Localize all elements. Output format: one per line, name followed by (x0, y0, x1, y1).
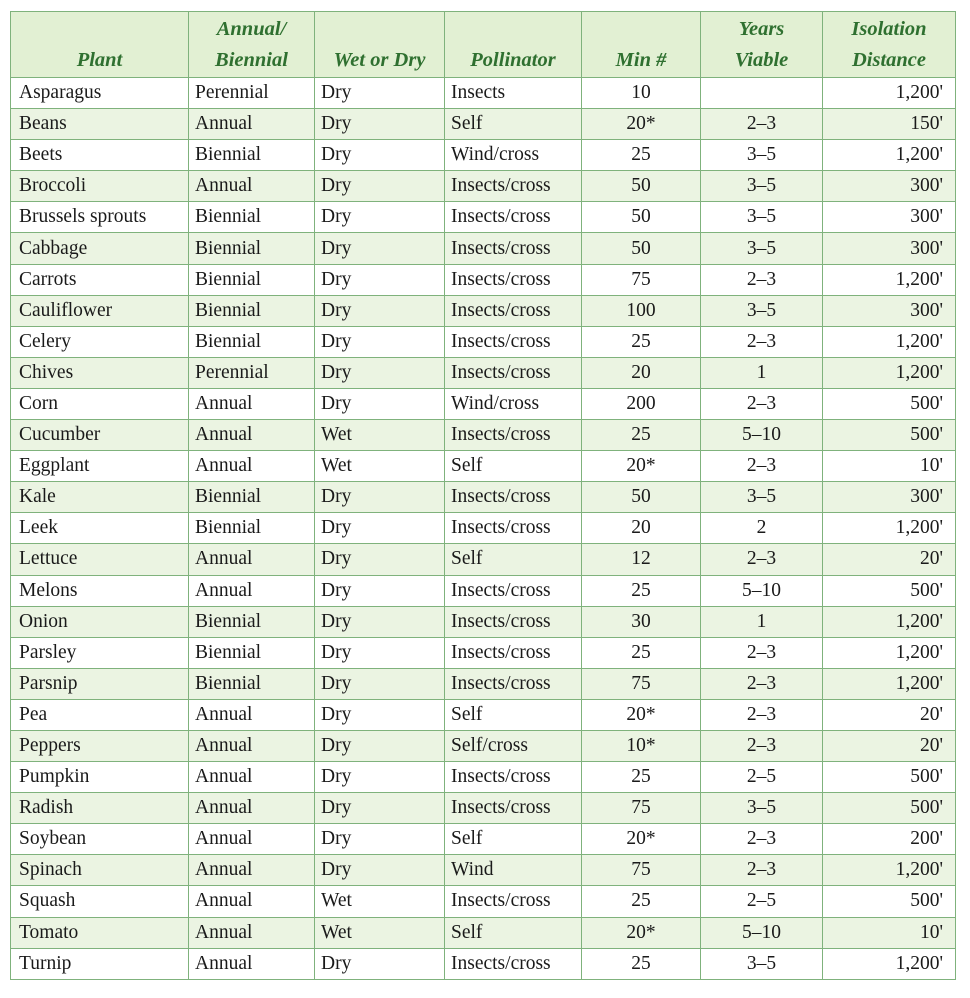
cell-years-viable: 3–5 (701, 948, 823, 979)
cell-plant: Beans (11, 109, 189, 140)
cell-pollinator: Insects/cross (445, 668, 582, 699)
cell-years-viable: 2 (701, 513, 823, 544)
cell-wet-or-dry: Wet (315, 886, 445, 917)
table-row (11, 420, 956, 451)
cell-annual-biennial: Annual (189, 109, 315, 140)
cell-annual-biennial: Biennial (189, 202, 315, 233)
cell-pollinator: Insects/cross (445, 233, 582, 264)
cell-annual-biennial: Annual (189, 855, 315, 886)
cell-min: 25 (582, 420, 701, 451)
cell-pollinator: Insects/cross (445, 357, 582, 388)
table-row (11, 233, 956, 264)
cell-years-viable: 2–3 (701, 699, 823, 730)
cell-pollinator: Wind/cross (445, 140, 582, 171)
cell-min: 20* (582, 451, 701, 482)
cell-annual-biennial: Biennial (189, 637, 315, 668)
table-row (11, 171, 956, 202)
header-years-line1: Years (738, 18, 785, 40)
cell-isolation-distance: 1,200' (823, 78, 956, 109)
cell-isolation-distance: 300' (823, 171, 956, 202)
cell-pollinator: Insects/cross (445, 575, 582, 606)
table-row (11, 730, 956, 761)
cell-years-viable: 5–10 (701, 917, 823, 948)
cell-plant: Cauliflower (11, 295, 189, 326)
cell-years-viable: 2–3 (701, 637, 823, 668)
cell-pollinator: Wind/cross (445, 388, 582, 419)
cell-isolation-distance: 1,200' (823, 855, 956, 886)
cell-pollinator: Insects/cross (445, 793, 582, 824)
cell-annual-biennial: Perennial (189, 78, 315, 109)
cell-pollinator: Self (445, 544, 582, 575)
table-row (11, 388, 956, 419)
cell-plant: Pumpkin (11, 762, 189, 793)
cell-pollinator: Insects/cross (445, 637, 582, 668)
cell-min: 50 (582, 171, 701, 202)
cell-annual-biennial: Annual (189, 388, 315, 419)
cell-plant: Kale (11, 482, 189, 513)
cell-isolation-distance: 150' (823, 109, 956, 140)
cell-plant: Cucumber (11, 420, 189, 451)
table-header (11, 12, 956, 78)
header-wet-or-dry-label: Wet or Dry (333, 49, 426, 71)
cell-plant: Broccoli (11, 171, 189, 202)
cell-pollinator: Insects/cross (445, 886, 582, 917)
cell-annual-biennial: Annual (189, 420, 315, 451)
cell-min: 25 (582, 886, 701, 917)
header-isolation-distance (823, 12, 956, 78)
cell-pollinator: Self (445, 451, 582, 482)
cell-annual-biennial: Biennial (189, 668, 315, 699)
cell-isolation-distance: 1,200' (823, 357, 956, 388)
cell-min: 12 (582, 544, 701, 575)
cell-pollinator: Insects/cross (445, 513, 582, 544)
cell-plant: Soybean (11, 824, 189, 855)
cell-isolation-distance: 1,200' (823, 140, 956, 171)
cell-wet-or-dry: Wet (315, 451, 445, 482)
cell-min: 75 (582, 855, 701, 886)
cell-pollinator: Self/cross (445, 730, 582, 761)
cell-min: 20* (582, 699, 701, 730)
cell-wet-or-dry: Wet (315, 420, 445, 451)
cell-wet-or-dry: Dry (315, 233, 445, 264)
cell-isolation-distance: 1,200' (823, 326, 956, 357)
cell-annual-biennial: Annual (189, 544, 315, 575)
cell-plant: Celery (11, 326, 189, 357)
cell-wet-or-dry: Dry (315, 326, 445, 357)
cell-min: 20 (582, 513, 701, 544)
table-row (11, 606, 956, 637)
cell-isolation-distance: 300' (823, 202, 956, 233)
cell-wet-or-dry: Dry (315, 109, 445, 140)
cell-isolation-distance: 20' (823, 544, 956, 575)
cell-plant: Peppers (11, 730, 189, 761)
cell-isolation-distance: 1,200' (823, 606, 956, 637)
cell-annual-biennial: Annual (189, 917, 315, 948)
cell-plant: Radish (11, 793, 189, 824)
cell-isolation-distance: 10' (823, 917, 956, 948)
table-row (11, 762, 956, 793)
cell-annual-biennial: Annual (189, 824, 315, 855)
cell-isolation-distance: 500' (823, 575, 956, 606)
cell-years-viable: 3–5 (701, 171, 823, 202)
cell-years-viable: 1 (701, 606, 823, 637)
cell-years-viable: 1 (701, 357, 823, 388)
cell-isolation-distance: 1,200' (823, 637, 956, 668)
cell-isolation-distance: 500' (823, 388, 956, 419)
table-row (11, 451, 956, 482)
header-min (582, 12, 701, 78)
cell-pollinator: Insects/cross (445, 171, 582, 202)
cell-plant: Melons (11, 575, 189, 606)
cell-annual-biennial: Biennial (189, 326, 315, 357)
cell-wet-or-dry: Dry (315, 202, 445, 233)
cell-annual-biennial: Annual (189, 451, 315, 482)
cell-years-viable: 2–3 (701, 451, 823, 482)
cell-wet-or-dry: Dry (315, 140, 445, 171)
table-row (11, 78, 956, 109)
cell-wet-or-dry: Dry (315, 606, 445, 637)
header-pollinator (445, 12, 582, 78)
table-row (11, 668, 956, 699)
cell-years-viable: 2–3 (701, 824, 823, 855)
header-isolation-line2: Distance (851, 49, 927, 71)
cell-isolation-distance: 500' (823, 762, 956, 793)
cell-isolation-distance: 500' (823, 793, 956, 824)
cell-wet-or-dry: Dry (315, 482, 445, 513)
cell-min: 25 (582, 326, 701, 357)
cell-min: 25 (582, 948, 701, 979)
cell-min: 25 (582, 637, 701, 668)
cell-annual-biennial: Biennial (189, 140, 315, 171)
cell-min: 75 (582, 793, 701, 824)
cell-years-viable: 3–5 (701, 793, 823, 824)
cell-pollinator: Insects/cross (445, 420, 582, 451)
cell-min: 75 (582, 264, 701, 295)
cell-annual-biennial: Biennial (189, 513, 315, 544)
cell-wet-or-dry: Dry (315, 730, 445, 761)
cell-min: 20* (582, 917, 701, 948)
header-annual-biennial (189, 12, 315, 78)
cell-annual-biennial: Biennial (189, 482, 315, 513)
cell-years-viable: 2–3 (701, 730, 823, 761)
cell-isolation-distance: 20' (823, 730, 956, 761)
cell-years-viable: 2–3 (701, 264, 823, 295)
cell-annual-biennial: Annual (189, 575, 315, 606)
cell-isolation-distance: 10' (823, 451, 956, 482)
cell-years-viable: 2–3 (701, 668, 823, 699)
table-row (11, 357, 956, 388)
cell-pollinator: Insects/cross (445, 762, 582, 793)
cell-annual-biennial: Annual (189, 948, 315, 979)
cell-wet-or-dry: Dry (315, 948, 445, 979)
cell-pollinator: Self (445, 824, 582, 855)
cell-plant: Leek (11, 513, 189, 544)
table-row (11, 575, 956, 606)
header-pollinator-label: Pollinator (470, 49, 556, 71)
cell-min: 20 (582, 357, 701, 388)
table-row (11, 295, 956, 326)
cell-plant: Tomato (11, 917, 189, 948)
cell-years-viable: 2–3 (701, 855, 823, 886)
cell-isolation-distance: 20' (823, 699, 956, 730)
cell-isolation-distance: 1,200' (823, 513, 956, 544)
cell-pollinator: Self (445, 109, 582, 140)
header-min-label: Min # (615, 49, 667, 71)
cell-pollinator: Self (445, 699, 582, 730)
cell-annual-biennial: Perennial (189, 357, 315, 388)
cell-wet-or-dry: Dry (315, 357, 445, 388)
cell-wet-or-dry: Dry (315, 855, 445, 886)
cell-plant: Squash (11, 886, 189, 917)
cell-isolation-distance: 500' (823, 886, 956, 917)
cell-annual-biennial: Biennial (189, 606, 315, 637)
header-annual-line1: Annual/ (216, 18, 287, 40)
table-row (11, 140, 956, 171)
cell-min: 30 (582, 606, 701, 637)
cell-plant: Parsnip (11, 668, 189, 699)
cell-isolation-distance: 200' (823, 824, 956, 855)
cell-pollinator: Self (445, 917, 582, 948)
seed-saving-table-container (10, 11, 955, 987)
cell-years-viable: 3–5 (701, 295, 823, 326)
cell-plant: Carrots (11, 264, 189, 295)
cell-min: 25 (582, 140, 701, 171)
cell-years-viable: 2–3 (701, 388, 823, 419)
cell-wet-or-dry: Dry (315, 793, 445, 824)
cell-pollinator: Insects/cross (445, 606, 582, 637)
cell-pollinator: Insects (445, 78, 582, 109)
cell-plant: Eggplant (11, 451, 189, 482)
cell-wet-or-dry: Dry (315, 544, 445, 575)
cell-min: 50 (582, 202, 701, 233)
header-plant (11, 12, 189, 78)
cell-plant: Turnip (11, 948, 189, 979)
seed-saving-table (10, 11, 956, 980)
table-row (11, 948, 956, 979)
cell-wet-or-dry: Dry (315, 637, 445, 668)
cell-pollinator: Insects/cross (445, 295, 582, 326)
cell-years-viable: 2–5 (701, 762, 823, 793)
cell-years-viable: 5–10 (701, 575, 823, 606)
cell-isolation-distance: 1,200' (823, 948, 956, 979)
cell-wet-or-dry: Dry (315, 78, 445, 109)
cell-pollinator: Insects/cross (445, 482, 582, 513)
cell-years-viable: 3–5 (701, 482, 823, 513)
header-years-viable (701, 12, 823, 78)
cell-wet-or-dry: Dry (315, 668, 445, 699)
table-row (11, 202, 956, 233)
cell-years-viable: 2–3 (701, 326, 823, 357)
cell-min: 75 (582, 668, 701, 699)
table-row (11, 109, 956, 140)
table-row (11, 886, 956, 917)
cell-years-viable: 2–5 (701, 886, 823, 917)
table-row (11, 637, 956, 668)
cell-min: 20* (582, 109, 701, 140)
cell-min: 25 (582, 575, 701, 606)
table-row (11, 482, 956, 513)
table-row (11, 917, 956, 948)
cell-plant: Spinach (11, 855, 189, 886)
cell-plant: Pea (11, 699, 189, 730)
cell-annual-biennial: Biennial (189, 233, 315, 264)
cell-pollinator: Insects/cross (445, 264, 582, 295)
cell-wet-or-dry: Dry (315, 699, 445, 730)
cell-plant: Corn (11, 388, 189, 419)
cell-annual-biennial: Biennial (189, 264, 315, 295)
header-row (11, 12, 956, 78)
cell-wet-or-dry: Dry (315, 388, 445, 419)
cell-wet-or-dry: Dry (315, 575, 445, 606)
cell-min: 20* (582, 824, 701, 855)
cell-min: 50 (582, 233, 701, 264)
cell-years-viable: 3–5 (701, 233, 823, 264)
cell-plant: Chives (11, 357, 189, 388)
table-row (11, 824, 956, 855)
cell-wet-or-dry: Dry (315, 295, 445, 326)
cell-years-viable: 5–10 (701, 420, 823, 451)
cell-plant: Cabbage (11, 233, 189, 264)
cell-isolation-distance: 300' (823, 295, 956, 326)
header-plant-label: Plant (76, 49, 123, 71)
cell-wet-or-dry: Dry (315, 513, 445, 544)
cell-years-viable: 3–5 (701, 202, 823, 233)
cell-wet-or-dry: Dry (315, 171, 445, 202)
cell-isolation-distance: 300' (823, 482, 956, 513)
cell-plant: Lettuce (11, 544, 189, 575)
header-isolation-line1: Isolation (851, 18, 927, 40)
cell-annual-biennial: Annual (189, 793, 315, 824)
table-row (11, 855, 956, 886)
cell-min: 10* (582, 730, 701, 761)
cell-pollinator: Wind (445, 855, 582, 886)
table-row (11, 513, 956, 544)
cell-plant: Brussels sprouts (11, 202, 189, 233)
cell-pollinator: Insects/cross (445, 202, 582, 233)
cell-annual-biennial: Annual (189, 886, 315, 917)
cell-years-viable: 3–5 (701, 140, 823, 171)
cell-annual-biennial: Biennial (189, 295, 315, 326)
cell-wet-or-dry: Dry (315, 824, 445, 855)
cell-min: 10 (582, 78, 701, 109)
cell-min: 100 (582, 295, 701, 326)
table-body (11, 78, 956, 980)
cell-min: 200 (582, 388, 701, 419)
cell-annual-biennial: Annual (189, 762, 315, 793)
cell-wet-or-dry: Dry (315, 264, 445, 295)
cell-wet-or-dry: Wet (315, 917, 445, 948)
cell-plant: Parsley (11, 637, 189, 668)
cell-isolation-distance: 500' (823, 420, 956, 451)
cell-plant: Beets (11, 140, 189, 171)
cell-plant: Onion (11, 606, 189, 637)
table-row (11, 699, 956, 730)
cell-annual-biennial: Annual (189, 730, 315, 761)
cell-years-viable (701, 78, 823, 109)
table-row (11, 793, 956, 824)
cell-isolation-distance: 1,200' (823, 668, 956, 699)
cell-annual-biennial: Annual (189, 699, 315, 730)
cell-pollinator: Insects/cross (445, 326, 582, 357)
cell-annual-biennial: Annual (189, 171, 315, 202)
cell-years-viable: 2–3 (701, 109, 823, 140)
cell-pollinator: Insects/cross (445, 948, 582, 979)
header-annual-line2: Biennial (215, 49, 288, 71)
table-row (11, 544, 956, 575)
table-row (11, 264, 956, 295)
cell-isolation-distance: 1,200' (823, 264, 956, 295)
cell-wet-or-dry: Dry (315, 762, 445, 793)
cell-min: 50 (582, 482, 701, 513)
header-years-line2: Viable (734, 49, 789, 71)
header-wet-or-dry (315, 12, 445, 78)
cell-plant: Asparagus (11, 78, 189, 109)
cell-isolation-distance: 300' (823, 233, 956, 264)
table-row (11, 326, 956, 357)
cell-min: 25 (582, 762, 701, 793)
cell-years-viable: 2–3 (701, 544, 823, 575)
